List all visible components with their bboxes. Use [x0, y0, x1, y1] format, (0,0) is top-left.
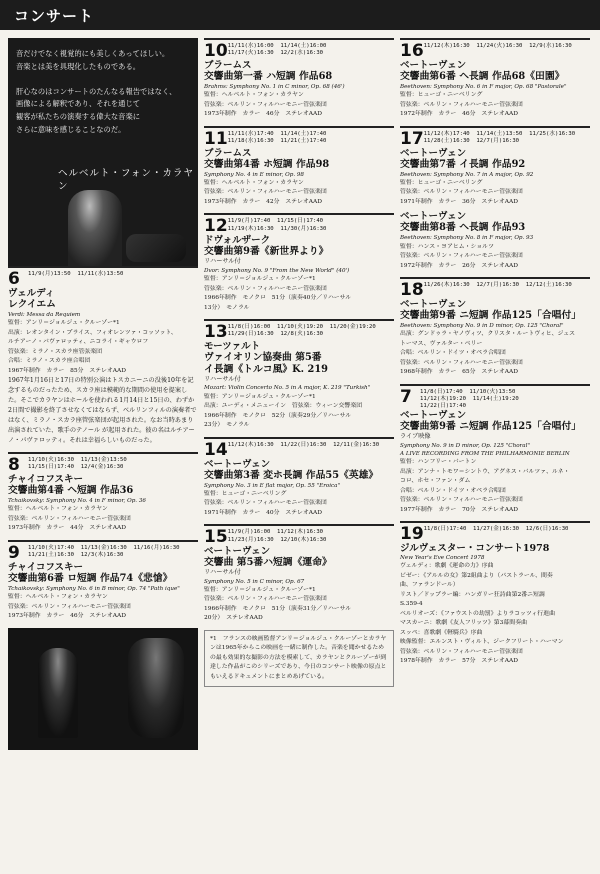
- credit-line: 1973年制作 カラー 44分 ステレオAAD: [8, 525, 126, 532]
- work-subtitle: リハーサル付: [204, 376, 241, 384]
- english-title: Brahms: Symphony No. 1 in C minor, Op. 68 (46'): [204, 84, 345, 90]
- credit-line: マスカーニ：歌劇《友人フリッツ》第3幕間奏曲: [400, 620, 527, 627]
- credit-line: 1966年制作 モノクロ 51分（演奏40分／リハーサル: [204, 295, 352, 302]
- credit-line: 1972年制作 カラー 26分 ステレオAAD: [400, 262, 518, 269]
- credit-line: 管弦楽：ベルリン・フィルハーモニー管弦楽団: [204, 189, 327, 196]
- screening-dates: 11/9(月)17:40 11/15(日)17:40 11/19(木)16:30 11/30(月)16:30: [227, 218, 327, 232]
- credit-line: 監督：アンリ＝ジョルジュ・クルーゾー*1: [204, 586, 316, 593]
- entry-number: 13: [204, 322, 228, 343]
- work-subtitle: リハーサル付: [204, 569, 241, 577]
- entry-number: 10: [204, 41, 228, 61]
- entry-header: [204, 217, 394, 235]
- credit-line: 1978年制作 カラー 57分 ステレオAAD: [400, 658, 518, 665]
- page-title: コンサート: [14, 7, 95, 25]
- credit-line: 監督：ヘルベルト・フォン・カラヤン: [8, 594, 108, 601]
- credit-line: コロ、ホセ・ファン・ダム: [400, 478, 471, 485]
- credit-line: 監督：ハンス・ヨアヒム・ショルツ: [400, 243, 494, 250]
- concert-entry: [400, 277, 590, 378]
- column-middle: [204, 38, 394, 687]
- column-left: [8, 38, 198, 750]
- screening-dates: 11/12(木)16:30 11/24(火)16:30 12/9(水)16:30: [423, 43, 572, 49]
- quote-text: 音だけでなく視覚的にも美しくあってほしい。 音楽とは美を具現化したものである。 肝心なのはコンサートのたんなる報告ではなく、 画像による解釈であり、それを通じて 観客が私たちの演奏する偉大な音楽に さらに意味を感じることなのだ。: [16, 49, 177, 134]
- entry-number: 9: [8, 542, 20, 563]
- credit-line: 20分） ステレオAAD: [204, 615, 263, 622]
- entry-note: 1967年1月16日と17日の特別公演はトスカニーニの没後10年を記念するものだったため、スカラ座は模範的な期間の使用を提案した。そこでカラヤンはホールを使われる1月14日と15日の、わずか2日間で撮影を終了させなくてはならず、ベルリンフィルの演奏者ではなく、ミラノ・スカラ座管弦楽団が起用された。なお当時あまり出演されていた、歌手のテノール が起用された。彼の名はルチアーノ・パヴァロッティ。それは幸福らしいものだった。: [8, 377, 197, 445]
- work-title: 交響曲第9番 ニ短調 作品125「合唱付」: [400, 310, 582, 322]
- composer-name: ベートーヴェン: [204, 458, 271, 470]
- screening-dates: 11/11(水)17:40 11/14(土)17:40 11/18(水)16:30 11/21(土)17:40: [227, 130, 327, 144]
- english-title: Mozart: Violin Concerto No. 5 in A major, K. 219 "Turkish": [204, 385, 371, 392]
- entry-header: [400, 42, 590, 60]
- english-title: Dvor: Symphony No. 9 "From the New World" (40'): [204, 267, 350, 274]
- credit-line: ビゼー：《アルルの女》第2組曲より（パストラール、間奏: [400, 572, 553, 579]
- credit-line: 23分） モノラル: [204, 422, 250, 429]
- credit-line: ルチアーノ・パヴァロッティ、ニコライ・ギャウロフ: [8, 339, 149, 346]
- composer-name: ドヴォルザーク: [204, 235, 271, 247]
- credit-line: 管弦楽：ベルリン・フィルハーモニー管弦楽団: [400, 101, 523, 108]
- credit-line: 監督：ヘルベルト・フォン・カラヤン: [204, 179, 304, 186]
- english-title: Tchaikovsky: Symphony No. 6 in B minor, Op. 74 "Path ique": [8, 585, 180, 592]
- work-title: 交響曲第8番 ヘ長調 作品93: [400, 222, 526, 234]
- credit-line: 出演：アンナ・トモワ＝シントウ、アグネス・バルツァ、ルネ・: [400, 468, 570, 475]
- work-subtitle: リハーサル付: [204, 258, 241, 266]
- credit-line: 1967年制作 カラー 85分 ステレオAAD: [8, 367, 126, 374]
- credit-line: 1971年制作 カラー 40分 ステレオAAD: [204, 509, 322, 516]
- composer-name: ベートーヴェン: [400, 60, 467, 71]
- work-title: 交響曲第9番 ニ短調 作品125「合唱付」: [400, 421, 582, 433]
- credit-line: 1973年制作 カラー 46分 ステレオAAD: [204, 111, 322, 118]
- composer-name: ベートーヴェン: [400, 299, 467, 311]
- credit-line: 1973年制作 カラー 42分 ステレオAAD: [204, 198, 322, 205]
- concert-entry: [8, 452, 198, 534]
- screening-dates: 11/8(日)17:40 11/10(火)13:50 11/12(木)19:20 11/14(土)19:20 11/22(日)17:40: [420, 388, 519, 410]
- composer-name: ベートーヴェン: [204, 546, 271, 558]
- english-title: Symphony No. 9 in D minor, Op. 125 "Choral" A LIVE RECORDING FROM THE PHILHARMONIE BERLIN: [400, 442, 570, 458]
- credit-line: 1968年制作 カラー 65分 ステレオAAD: [400, 369, 518, 376]
- english-title: Symphony No. 5 in C minor, Op. 67: [204, 578, 305, 585]
- credit-line: トーマス、ヴァルター・ベリー: [400, 340, 483, 347]
- credit-line: スッペ：喜歌劇《軽騎兵》序曲: [400, 629, 483, 636]
- work-title: 交響曲第4番 ホ短調 作品98: [204, 158, 330, 170]
- credit-line: 1977年制作 カラー 70分 ステレオAAD: [400, 506, 518, 513]
- entry-header: [400, 281, 590, 299]
- entry-header: [8, 544, 198, 562]
- work-title: 交響曲第7番 イ長調 作品92: [400, 158, 526, 170]
- entry-number: 11: [204, 128, 228, 149]
- work-title: 交響曲第6番 ヘ長調 作品68《田園》: [400, 71, 565, 82]
- credit-line: リスト／ドップラー編：ハンガリー狂詩曲第2番ニ短調: [400, 591, 545, 598]
- work-title: ヴァイオリン協奏曲 第5番 イ長調《トルコ風》K. 219: [204, 352, 328, 376]
- credit-line: 管弦楽：ベルリン・フィルハーモニー管弦楽団: [204, 500, 327, 507]
- credit-line: 合唱：ミラノ・スカラ座合唱団: [8, 358, 91, 365]
- quote-signature: ヘルベルト・フォン・カラヤン: [58, 168, 195, 192]
- screening-dates: 11/10(火)16:30 11/13(金)13:50 11/15(日)17:40 12/4(金)16:30: [28, 457, 127, 471]
- credit-line: 曲、ファランドール）: [400, 582, 459, 589]
- composer-name: ブラームス: [204, 60, 252, 71]
- entry-header: [204, 528, 394, 546]
- credit-line: 管弦楽：ベルリン・フィルハーモニー管弦楽団: [204, 285, 327, 292]
- entry-number: 12: [204, 216, 228, 237]
- work-title: 交響曲第3番 変ホ長調 作品55《英雄》: [204, 469, 379, 481]
- credit-line: 監督：ヒューゴ・ニーベリング: [400, 92, 483, 99]
- page-header: [0, 0, 600, 30]
- work-title: レクイエム: [8, 299, 56, 310]
- composer-name: ジルヴェスター・コンサート1978: [400, 543, 550, 555]
- work-title: 交響曲第6番 ロ短調 作品74《悲愴》: [8, 572, 173, 584]
- credit-line: 合唱：ベルリン・ドイツ・オペラ合唱団: [400, 350, 506, 357]
- entry-header: [8, 270, 198, 288]
- credit-line: 1972年制作 カラー 46分 ステレオAAD: [400, 111, 518, 118]
- credit-line: 監督：アンリ＝ジョルジュ・クルーゾー*1: [8, 320, 120, 327]
- entry-header: [400, 388, 590, 411]
- concert-entry: [8, 540, 198, 622]
- work-subtitle: ライブ映像: [400, 433, 431, 441]
- orchestra-photo: [8, 628, 198, 750]
- concert-entry: [204, 524, 394, 624]
- credit-line: 監督：ヘルベルト・フォン・カラヤン: [204, 92, 304, 99]
- english-title: Beethoven: Symphony No. 7 in A major, Op. 92: [400, 171, 534, 178]
- conductor-hand-photo: [126, 234, 186, 262]
- concert-entry: [400, 521, 590, 667]
- credit-line: 管弦楽：ベルリン・フィルハーモニー管弦楽団: [400, 253, 523, 260]
- credit-line: 監督：ヒューゴ・ニーベリング: [204, 490, 287, 497]
- english-title: Beethoven: Symphony No. 6 in F major, Op. 68 "Pastorale": [400, 84, 567, 90]
- credit-line: 13分） モノラル: [204, 304, 250, 311]
- entry-number: 17: [400, 128, 424, 149]
- english-title: Symphony No. 3 in E flat major, Op. 55 "Eroica": [204, 482, 341, 489]
- credit-line: 監督：ヒューゴ・ニーベリング: [400, 179, 483, 186]
- credit-line: 映像監督：エルンスト・ヴィルト、ジークフリート・ハーマン: [400, 639, 564, 646]
- english-title: New Year's Eve Concert 1978: [400, 555, 485, 562]
- credit-line: 管弦楽：ベルリン・フィルハーモニー管弦楽団: [400, 497, 523, 504]
- screening-dates: 11/11(水)16:00 11/14(土)16:00 11/17(火)16:30 12/2(水)16:30: [227, 43, 327, 57]
- credit-line: 管弦楽：ベルリン・フィルハーモニー管弦楽団: [400, 359, 523, 366]
- credit-line: ヴェルディ：歌劇《運命の力》序曲: [400, 563, 494, 570]
- screening-dates: 11/9(月)16:00 11/12(木)16:30 11/23(月)16:30 12/10(木)16:30: [227, 529, 327, 543]
- entry-number: 15: [204, 527, 228, 548]
- entry-header: [8, 456, 198, 474]
- credit-line: S.359-4: [400, 601, 423, 608]
- composer-name: ベートーヴェン: [400, 211, 467, 223]
- concert-entry: [204, 38, 394, 120]
- screening-dates: 11/10(火)17:40 11/13(金)16:30 11/16(月)16:30 11/21(土)16:30 12/3(木)16:30: [28, 544, 180, 559]
- credit-line: 管弦楽：ベルリン・フィルハーモニー管弦楽団: [204, 101, 327, 108]
- composer-name: チャイコフスキー: [8, 474, 83, 486]
- credit-line: 管弦楽：ベルリン・フィルハーモニー管弦楽団: [204, 596, 327, 603]
- credit-line: 監督：ヘルベルト・フォン・カラヤン: [8, 506, 108, 513]
- entry-header: [400, 525, 590, 543]
- entry-number: 19: [400, 524, 424, 545]
- concert-entry: [204, 437, 394, 519]
- screening-dates: 11/12(木)17:40 11/14(土)13:50 11/25(水)16:30 11/28(土)16:30 12/7(月)16:30: [423, 130, 576, 144]
- work-title: 交響曲 第5番ハ短調《運命》: [204, 557, 332, 569]
- concert-entry: [204, 319, 394, 431]
- entry-number: 8: [8, 455, 20, 476]
- concert-entry: [400, 38, 590, 120]
- credit-line: 合唱：ベルリン・ドイツ・オペラ合唱団: [400, 487, 506, 494]
- entry-header: [400, 130, 590, 148]
- column-right: [400, 38, 590, 673]
- concert-entry: [400, 384, 590, 515]
- composer-name: チャイコフスキー: [8, 561, 83, 573]
- credit-line: 監督：アンリ＝ジョルジュ・クルーゾー*1: [204, 393, 316, 400]
- english-title: Beethoven: Symphony No. 8 in F major, Op. 93: [400, 235, 534, 242]
- work-title: 交響曲第9番《新世界より》: [204, 246, 329, 258]
- entry-header: [204, 441, 394, 459]
- credit-line: 1966年制作 モノクロ 52分（演奏29分／リハーサル: [204, 412, 352, 419]
- entry-header: [204, 323, 394, 341]
- entry-number: 18: [400, 280, 424, 301]
- entry-header: [204, 42, 394, 60]
- composer-name: モーツァルト: [204, 341, 261, 353]
- concert-entry: [8, 266, 198, 446]
- credit-line: 出演：グンドゥラ・ヤノヴィツ、クリスタ・ルートヴィヒ、ジェス: [400, 331, 576, 338]
- credit-line: 1973年制作 カラー 46分 ステレオAAD: [8, 613, 126, 620]
- credit-line: 出演：ユーディ・メニューイン 管弦楽：ウィーン交響楽団: [204, 403, 363, 410]
- english-title: Symphony No. 4 in E minor, Op. 98: [204, 171, 304, 178]
- credit-line: 1971年制作 カラー 36分 ステレオAAD: [400, 198, 518, 205]
- credit-line: 管弦楽：ミラノ・スカラ座管弦楽団: [8, 348, 103, 355]
- english-title: Beethoven: Symphony No. 9 in D minor, Op. 125 "Choral": [400, 323, 564, 330]
- english-title: Tchaikovsky: Symphony No. 4 in F minor, Op. 36: [8, 498, 146, 505]
- concert-entry: [204, 213, 394, 313]
- screening-dates: 11/12(木)16:30 11/22(日)16:30 12/11(金)16:30: [227, 441, 380, 448]
- screening-dates: 11/26(木)16:30 12/7(月)16:30 12/12(土)16:30: [423, 282, 572, 289]
- entry-number: 14: [204, 439, 228, 460]
- work-title: 交響曲第4番 ヘ短調 作品36: [8, 485, 134, 497]
- composer-name: ブラームス: [204, 147, 252, 159]
- composer-name: ヴェルディ: [8, 288, 55, 299]
- entry-number: 6: [8, 269, 20, 289]
- footnote: *1 フランスの映画監督アンリ＝ジョルジュ・クルーゾーとカラヤンは1965年からこの映画を一緒に制作した。音楽を聞かせるための最も効果的な撮影の方法を模索して、カラヤンとクルーゾーが到達した作品がこのシリーズであり、今日のコンサート映像の原点ともいえるドキュメントにまとめあげている。: [204, 630, 394, 687]
- credit-line: 管弦楽：ベルリン・フィルハーモニー管弦楽団: [8, 603, 131, 610]
- karajan-quote-panel: [8, 38, 198, 266]
- concert-entry: [400, 209, 590, 271]
- composer-name: ベートーヴェン: [400, 147, 467, 159]
- work-title: 交響曲第一番 ハ短調 作品68: [204, 71, 333, 82]
- screening-dates: 11/8(日)17:40 11/27(金)16:30 12/6(日)16:30: [423, 526, 569, 533]
- concert-entry: [400, 126, 590, 208]
- screening-dates: 11/9(月)13:50 11/11(水)13:50: [28, 271, 124, 277]
- entry-number: 7: [400, 386, 412, 407]
- screening-dates: 11/8(日)16:00 11/10(火)19:20 11/20(金)19:20 11/29(日)16:30 12/8(火)16:30: [227, 324, 376, 338]
- credit-line: 管弦楽：ベルリン・フィルハーモニー管弦楽団: [400, 648, 523, 655]
- conductor-photo: [68, 190, 122, 266]
- english-title: Verdi: Messa da Requiem: [8, 312, 81, 318]
- concert-entry: [204, 126, 394, 208]
- entry-header: [204, 130, 394, 148]
- credit-line: 1966年制作 モノクロ 51分（演奏31分／リハーサル: [204, 605, 352, 612]
- credit-line: 監督：アンリ＝ジョルジュ・クルーゾー*1: [204, 276, 316, 283]
- entry-number: 16: [400, 41, 424, 61]
- credit-line: 管弦楽：ベルリン・フィルハーモニー管弦楽団: [8, 515, 131, 522]
- credit-line: ベルリオーズ：《ファウストの劫罰》よりラコッツィ行進曲: [400, 610, 555, 617]
- credit-line: 出演：レオンタイン・プライス、フィオレンツァ・コッソット、: [8, 329, 177, 336]
- composer-name: ベートーヴェン: [400, 410, 467, 422]
- credit-line: 管弦楽：ベルリン・フィルハーモニー管弦楽団: [400, 189, 523, 196]
- credit-line: 監督：ハンフリー・バートン: [400, 459, 477, 466]
